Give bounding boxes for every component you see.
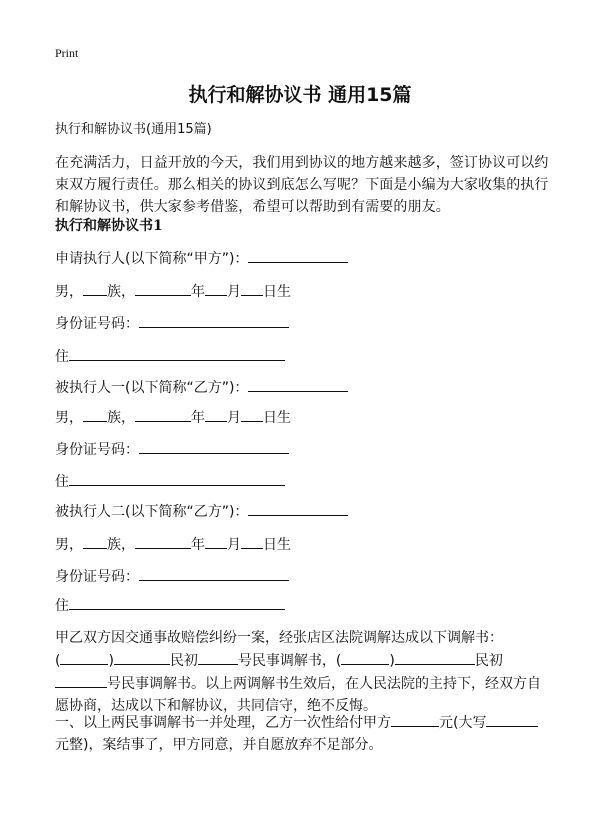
address-blank[interactable]: [69, 594, 285, 610]
applicant-id-row: [55, 312, 289, 335]
id-label: 身份证号码：: [55, 569, 139, 585]
payment-clause-end: 元整)，案结事了，甲方同意，并自愿放弃不足部分。: [55, 737, 383, 753]
mediation-ref-label: 号民事调解书，(: [237, 653, 342, 669]
payment-paragraph: [55, 711, 550, 756]
gender-label: 男，: [55, 537, 83, 553]
amount-label: 元(大写: [439, 715, 487, 731]
month-blank[interactable]: [205, 406, 227, 422]
page-title: 执行和解协议书 通用15篇: [188, 84, 412, 106]
day-blank[interactable]: [241, 533, 263, 549]
mediation-body: 号民事调解书。以上两调解书生效后，在人民法院的主持下，经双方自愿协商，达成以下和解协议，共同信守，绝不反悔。: [55, 676, 541, 714]
applicant-label: 申请执行人(以下简称“甲方”)：: [55, 251, 249, 267]
respondent2-info-row: [55, 533, 291, 556]
month-blank[interactable]: [205, 533, 227, 549]
mediation-paragraph: [55, 627, 550, 717]
court-blank-2[interactable]: [395, 649, 475, 665]
case-number-blank-2[interactable]: [55, 672, 107, 688]
case-year-blank-1[interactable]: [60, 649, 108, 665]
ethnicity-blank[interactable]: [83, 280, 107, 296]
applicant-row: [55, 247, 348, 270]
case-year-blank-2[interactable]: [341, 649, 389, 665]
ethnicity-label: 族，: [107, 537, 135, 553]
respondent1-info-row: [55, 406, 291, 429]
applicant-name-blank[interactable]: [248, 247, 348, 263]
respondent2-label: 被执行人二(以下简称“乙方”)：: [55, 504, 249, 520]
ethnicity-label: 族，: [107, 284, 135, 300]
respondent1-name-blank[interactable]: [248, 376, 348, 392]
section-heading: 执行和解协议书1: [55, 218, 163, 234]
print-button[interactable]: Print: [55, 46, 79, 60]
month-blank[interactable]: [205, 280, 227, 296]
id-label: 身份证号码：: [55, 442, 139, 458]
month-label: 月: [227, 410, 241, 426]
payment-clause: 一、以上两民事调解书一并处理，乙方一次性给付甲方: [55, 715, 391, 731]
respondent1-row: [55, 376, 348, 399]
respondent2-name-blank[interactable]: [248, 500, 348, 516]
respondent1-address-row: [55, 470, 285, 493]
applicant-info-row: [55, 280, 291, 303]
ethnicity-blank[interactable]: [83, 406, 107, 422]
case-number-blank-1[interactable]: [198, 649, 238, 665]
amount-words-blank[interactable]: [486, 711, 538, 727]
address-label: 住: [55, 349, 69, 365]
court-blank-1[interactable]: [114, 649, 170, 665]
id-blank[interactable]: [139, 565, 289, 581]
address-blank[interactable]: [69, 345, 285, 361]
case-type-label: 民初: [169, 653, 198, 669]
case-type-label: 民初: [474, 653, 503, 669]
id-blank[interactable]: [139, 312, 289, 328]
year-label: 年: [191, 537, 205, 553]
address-label: 住: [55, 598, 69, 614]
day-blank[interactable]: [241, 406, 263, 422]
year-label: 年: [191, 410, 205, 426]
paren-close: ): [389, 653, 395, 669]
respondent1-label: 被执行人一(以下简称“乙方”)：: [55, 380, 249, 396]
id-label: 身份证号码：: [55, 316, 139, 332]
id-blank[interactable]: [139, 438, 289, 454]
applicant-address-row: [55, 345, 285, 368]
gender-label: 男，: [55, 284, 83, 300]
ethnicity-blank[interactable]: [83, 533, 107, 549]
respondent2-row: [55, 500, 348, 523]
respondent1-id-row: [55, 438, 289, 461]
month-label: 月: [227, 284, 241, 300]
birth-label: 日生: [263, 284, 291, 300]
year-label: 年: [191, 284, 205, 300]
paren-open: (: [55, 653, 61, 669]
month-label: 月: [227, 537, 241, 553]
birth-label: 日生: [263, 537, 291, 553]
year-blank[interactable]: [135, 280, 191, 296]
paren-close: ): [108, 653, 114, 669]
intro-paragraph: 在充满活力，日益开放的今天，我们用到协议的地方越来越多，签订协议可以约束双方履行责任。那么相关的协议到底怎么写呢？下面是小编为大家收集的执行和解协议书，供大家参考借鉴，希望可以帮助到有需要的朋友。: [55, 155, 549, 215]
amount-blank[interactable]: [391, 711, 439, 727]
document-subtitle: 执行和解协议书(通用15篇): [55, 122, 212, 137]
ethnicity-label: 族，: [107, 410, 135, 426]
address-label: 住: [55, 474, 69, 490]
year-blank[interactable]: [135, 406, 191, 422]
birth-label: 日生: [263, 410, 291, 426]
mediation-intro: 甲乙双方因交通事故赔偿纠纷一案，经张店区法院调解达成以下调解书：: [55, 630, 503, 646]
respondent2-address-row: [55, 594, 285, 617]
day-blank[interactable]: [241, 280, 263, 296]
gender-label: 男，: [55, 410, 83, 426]
address-blank[interactable]: [69, 470, 285, 486]
respondent2-id-row: [55, 565, 289, 588]
year-blank[interactable]: [135, 533, 191, 549]
